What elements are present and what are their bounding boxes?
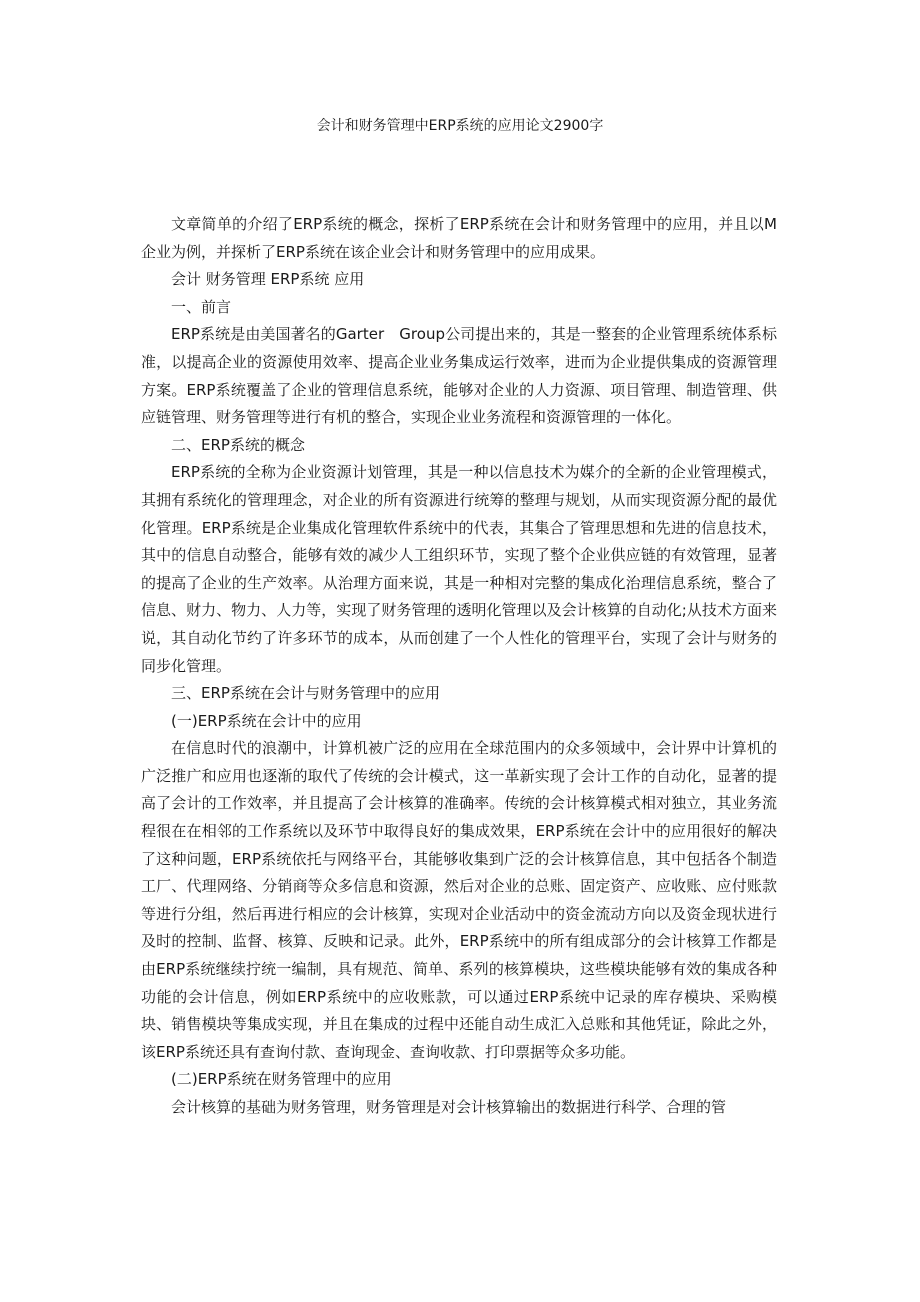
subsection-heading-1: (一)ERP系统在会计中的应用 bbox=[171, 711, 362, 730]
section-heading-3: 三、ERP系统在会计与财务管理中的应用 bbox=[171, 684, 440, 703]
body-paragraph: 在信息时代的浪潮中，计算机被广泛的应用在全球范围内的众多领域中，会计界中计算机的广泛推广和应用也逐渐的取代了传统的会计模式，这一革新实现了会计工作的自动化，显著的提高了会计的工作效率，并且提高了会计核算的准确率。传统的会计核算模式相对独立，其业务流程很在在相邻的工作系统以及环节中取得良好的集成效果，ERP系统在会计中的应用很好的解决了这种问题，ERP系统依托与网络平台，其能够收集到广泛的会计核算信息，其中包括各个制造工厂、代理网络、分销商等众多信息和资源，然后对企业的总账、固定资产、应收账、应付账款等进行分组，然后再进行相应的会计核算，实现对企业活动中的资金流动方向以及资金现状进行及时的控制、监督、核算、反映和记录。此外，ERP系统中的所有组成部分的会计核算工作都是由ERP系统继续拧统一编制，具有规范、简单、系列的核算模块，这些模块能够有效的集成各种功能的会计信息，例如ERP系统中的应收账款，可以通过ERP系统中记录的库存模块、采购模块、销售模块等集成实现，并且在集成的过程中还能自动生成汇入总账和其他凭证，除此之外，该ERP系统还具有查询付款、查询现金、查询收款、打印票据等众多功能。 bbox=[141, 739, 777, 1061]
keywords-line: 会计 财务管理 ERP系统 应用 bbox=[171, 270, 365, 289]
document-title: 会计和财务管理中ERP系统的应用论文2900字 bbox=[316, 118, 604, 134]
body-paragraph: ERP系统是由美国著名的Garter Group公司提出来的，其是一整套的企业管理系统体系标准，以提高企业的资源使用效率、提高企业业务集成运行效率，进而为企业提供集成的资源管理方案。ERP系统覆盖了企业的管理信息系统，能够对企业的人力资源、项目管理、制造管理、供应链管理、财务管理等进行有机的整合，实现企业业务流程和资源管理的一体化。 bbox=[141, 325, 777, 427]
document-body bbox=[141, 211, 777, 1122]
subsection-heading-2: (二)ERP系统在财务管理中的应用 bbox=[171, 1070, 392, 1089]
section-heading-1: 一、前言 bbox=[171, 297, 232, 316]
section-heading-2: 二、ERP系统的概念 bbox=[171, 435, 305, 454]
body-paragraph: ERP系统的全称为企业资源计划管理，其是一种以信息技术为媒介的全新的企业管理模式，其拥有系统化的管理理念，对企业的所有资源进行统筹的整理与规划，从而实现资源分配的最优化管理。ERP系统是企业集成化管理软件系统中的代表，其集合了管理思想和先进的信息技术，其中的信息自动整合，能够有效的减少人工组织环节，实现了整个企业供应链的有效管理，显著的提高了企业的生产效率。从治理方面来说，其是一种相对完整的集成化治理信息系统，整合了信息、财力、物力、人力等，实现了财务管理的透明化管理以及会计核算的自动化;从技术方面来说，其自动化节约了许多环节的成本，从而创建了一个人性化的管理平台，实现了会计与财务的同步化管理。 bbox=[141, 463, 777, 675]
abstract-paragraph: 文章简单的介绍了ERP系统的概念，探析了ERP系统在会计和财务管理中的应用，并且以M企业为例，并探析了ERP系统在该企业会计和财务管理中的应用成果。 bbox=[141, 215, 777, 261]
body-paragraph: 会计核算的基础为财务管理，财务管理是对会计核算输出的数据进行科学、合理的管 bbox=[171, 1098, 727, 1116]
